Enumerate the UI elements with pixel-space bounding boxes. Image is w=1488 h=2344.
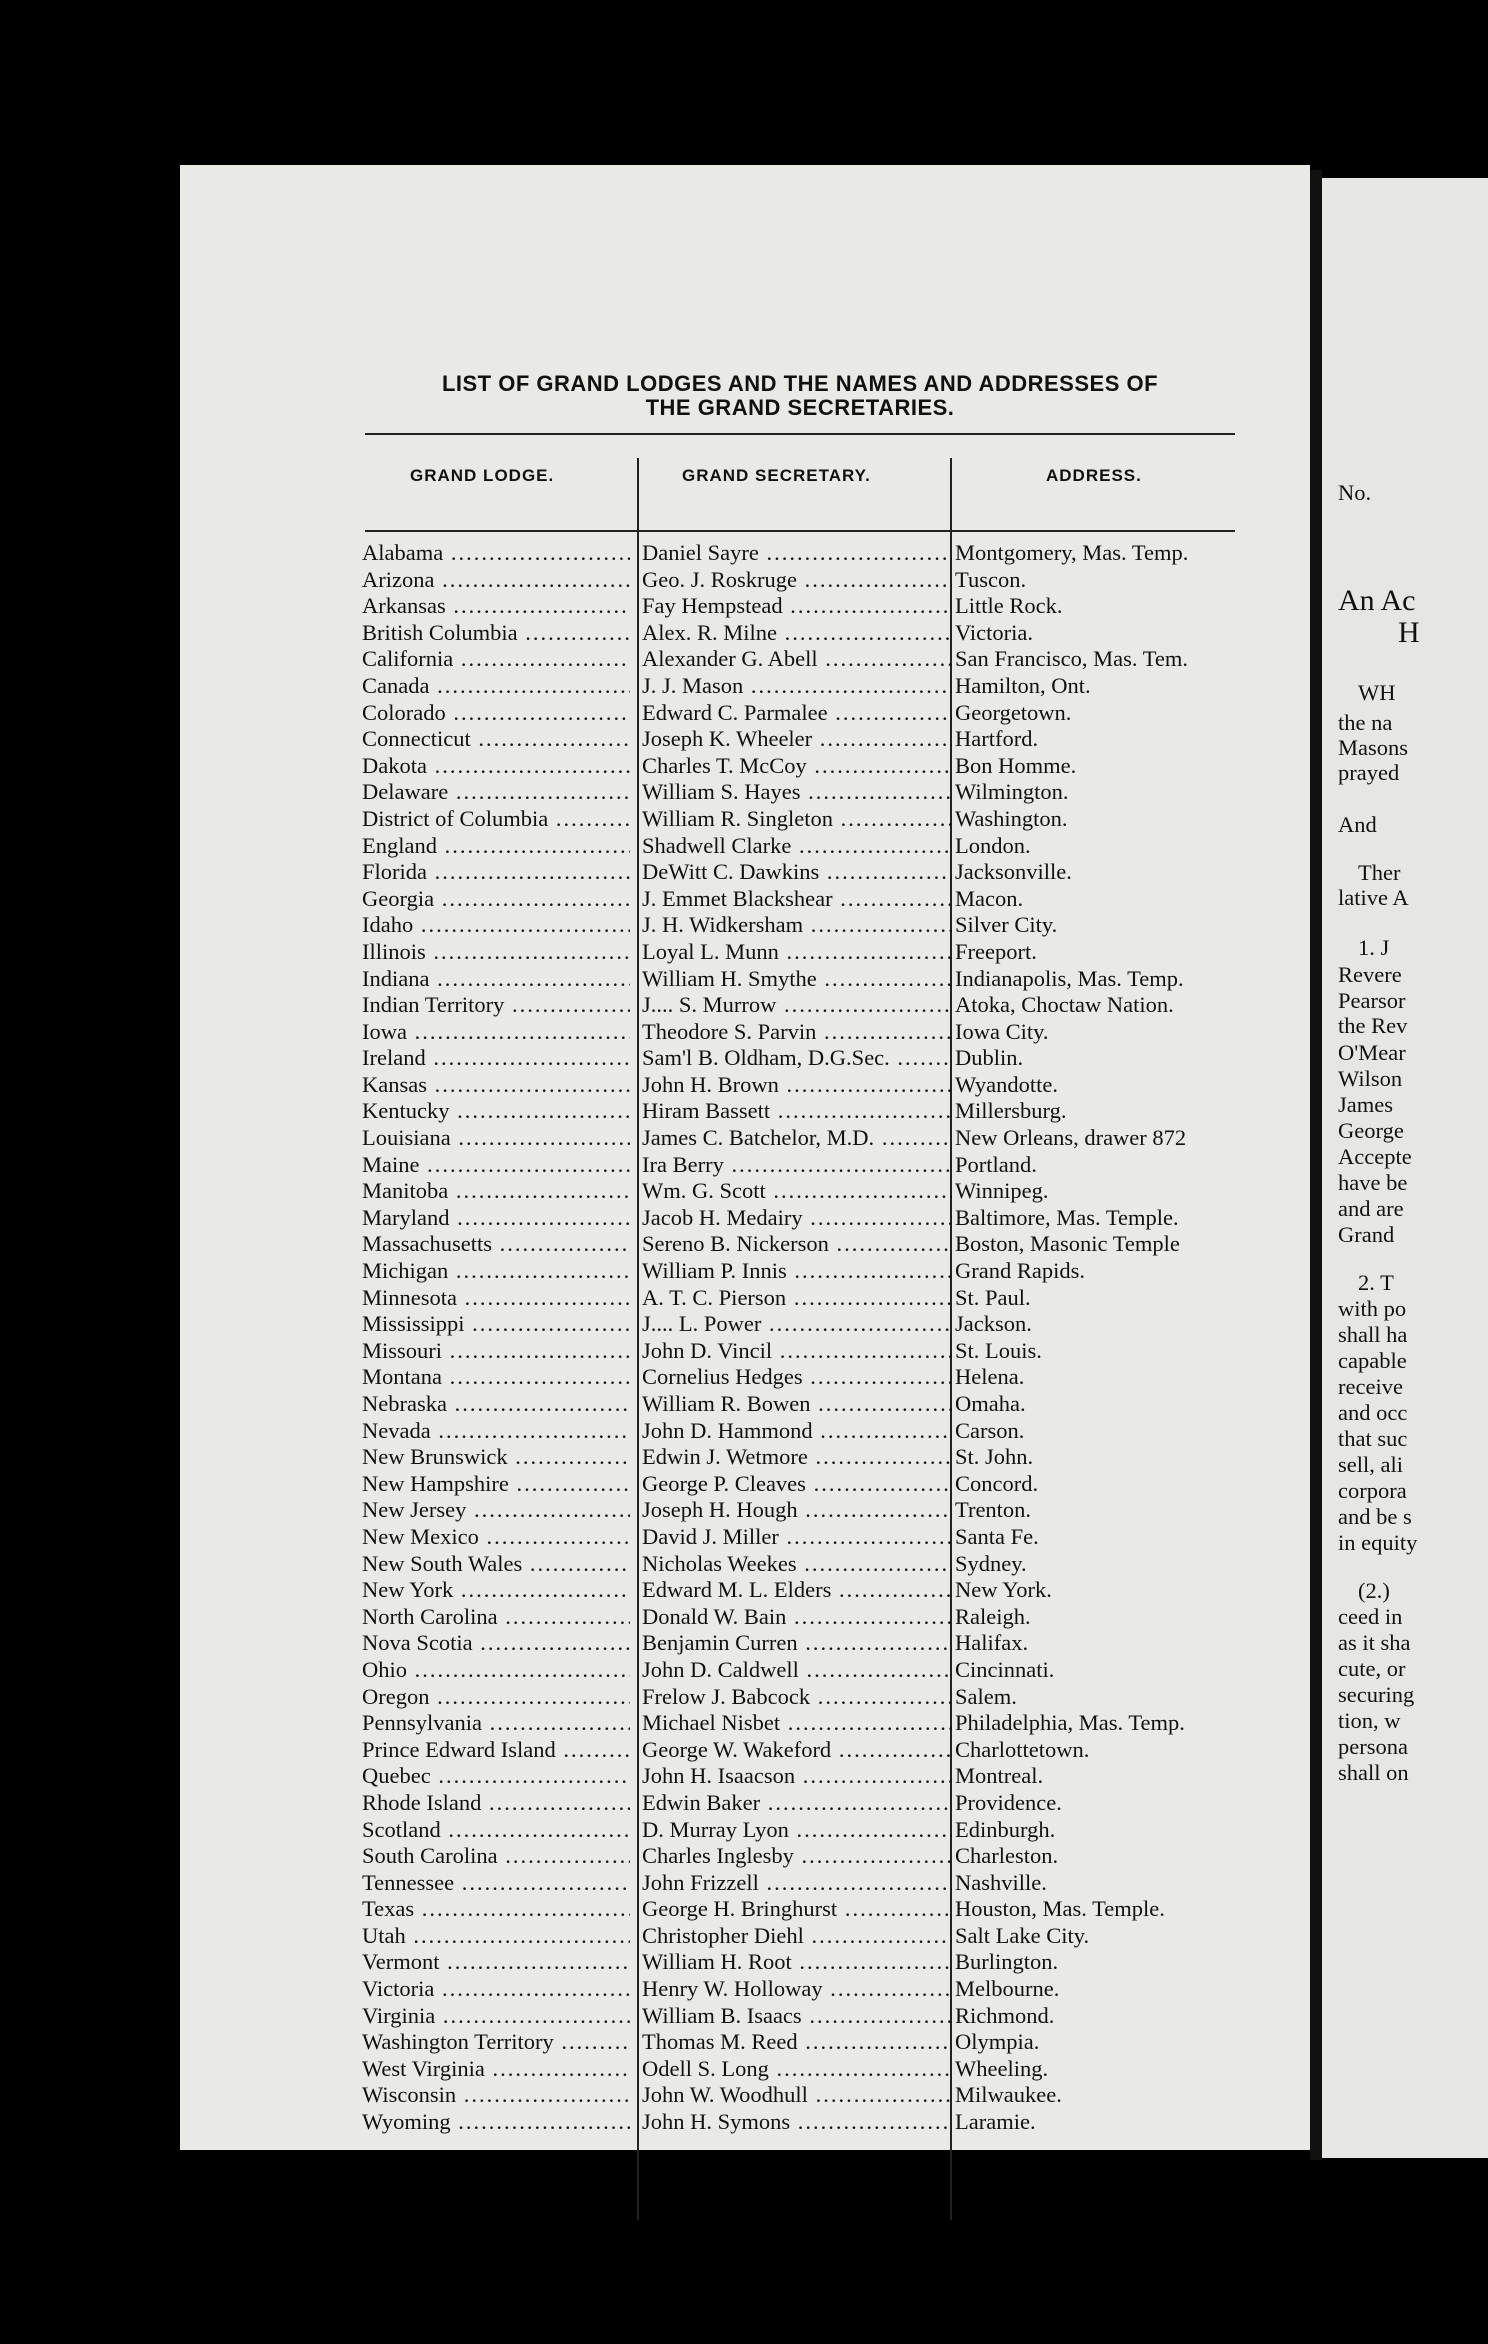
address-cell: Melbourne.: [955, 1976, 1060, 2002]
table-row: [362, 859, 1252, 886]
secretary-cell: Hiram Bassett .....: [642, 1098, 952, 1125]
table-row: [362, 1178, 1252, 1205]
lodge-cell: Nebraska .....: [362, 1391, 630, 1418]
facing-page-line: and are: [1338, 1196, 1404, 1221]
table-row: [362, 1843, 1252, 1870]
lodge-cell: Washington Territory .....: [362, 2029, 630, 2056]
lodge-cell: Kentucky .....: [362, 1098, 630, 1125]
address-cell: Concord.: [955, 1470, 1039, 1496]
table-row: [362, 1604, 1252, 1631]
lodge-cell: Illinois .....: [362, 939, 630, 966]
secretary-cell: George P. Cleaves .....: [642, 1471, 952, 1498]
col-head-address: ADDRESS.: [1046, 466, 1142, 485]
table-row: [362, 1125, 1252, 1152]
address-cell: Millersburg.: [955, 1098, 1067, 1124]
address-cell: St. John.: [955, 1444, 1034, 1470]
facing-page-line: Masons: [1338, 735, 1409, 760]
facing-page-line: ceed in: [1338, 1604, 1403, 1629]
secretary-cell: Henry W. Holloway .....: [642, 1976, 952, 2003]
facing-page: [1322, 178, 1488, 2158]
facing-page-line: that suc: [1338, 1426, 1408, 1451]
table-row: [362, 1524, 1252, 1551]
lodge-cell: North Carolina .....: [362, 1604, 630, 1631]
secretary-cell: George H. Bringhurst .....: [642, 1896, 952, 1923]
lodge-cell: Nova Scotia .....: [362, 1630, 630, 1657]
table-row: [362, 1072, 1252, 1099]
lodge-cell: Iowa .....: [362, 1019, 630, 1046]
address-cell: Richmond.: [955, 2002, 1055, 2028]
secretary-cell: Thomas M. Reed .....: [642, 2029, 952, 2056]
secretary-cell: John W. Woodhull .....: [642, 2082, 952, 2109]
address-cell: Winnipeg.: [955, 1178, 1049, 1204]
facing-page-line: Pearsor: [1338, 988, 1406, 1013]
address-cell: Salt Lake City.: [955, 1922, 1090, 1948]
lodge-cell: Maryland .....: [362, 1205, 630, 1232]
secretary-cell: Jacob H. Medairy .....: [642, 1205, 952, 1232]
facing-page-line: securing: [1338, 1682, 1415, 1707]
table-row: [362, 1285, 1252, 1312]
lodge-cell: Tennessee .....: [362, 1870, 630, 1897]
secretary-cell: J. J. Mason .....: [642, 673, 952, 700]
title-line-2: THE GRAND SECRETARIES.: [645, 395, 955, 420]
lodge-cell: New Mexico .....: [362, 1524, 630, 1551]
lodge-cell: South Carolina .....: [362, 1843, 630, 1870]
secretary-cell: Cornelius Hedges .....: [642, 1364, 952, 1391]
lodge-cell: Ohio .....: [362, 1657, 630, 1684]
lodge-cell: Colorado .....: [362, 700, 630, 727]
address-cell: Halifax.: [955, 1630, 1029, 1656]
address-cell: Iowa City.: [955, 1018, 1049, 1044]
secretary-cell: John H. Symons .....: [642, 2109, 952, 2136]
secretary-cell: George W. Wakeford .....: [642, 1737, 952, 1764]
secretary-cell: Frelow J. Babcock .....: [642, 1684, 952, 1711]
address-cell: Hamilton, Ont.: [955, 672, 1091, 698]
table-row: [362, 1152, 1252, 1179]
table-row: [362, 1471, 1252, 1498]
book-gutter: [1310, 170, 1322, 2160]
facing-page-line: James: [1338, 1092, 1393, 1117]
address-cell: Providence.: [955, 1789, 1062, 1815]
address-cell: Montreal.: [955, 1763, 1044, 1789]
secretary-cell: Michael Nisbet .....: [642, 1710, 952, 1737]
address-cell: Trenton.: [955, 1497, 1032, 1523]
lodge-cell: Canada .....: [362, 673, 630, 700]
lodge-cell: Indiana .....: [362, 966, 630, 993]
address-cell: Georgetown.: [955, 699, 1072, 725]
secretary-cell: Edward C. Parmalee .....: [642, 700, 952, 727]
lodge-cell: Georgia .....: [362, 886, 630, 913]
secretary-cell: Joseph K. Wheeler .....: [642, 726, 952, 753]
table-row: [362, 1896, 1252, 1923]
secretary-cell: William P. Innis .....: [642, 1258, 952, 1285]
address-cell: Atoka, Choctaw Nation.: [955, 992, 1174, 1018]
address-cell: Burlington.: [955, 1949, 1059, 1975]
lodge-cell: Missouri .....: [362, 1338, 630, 1365]
lodge-table: [362, 540, 1252, 2136]
table-row: [362, 1364, 1252, 1391]
lodge-cell: New Jersey .....: [362, 1497, 630, 1524]
lodge-cell: Kansas .....: [362, 1072, 630, 1099]
facing-page-line: shall on: [1338, 1760, 1409, 1785]
lodge-cell: Idaho .....: [362, 912, 630, 939]
address-cell: Nashville.: [955, 1869, 1047, 1895]
secretary-cell: Benjamin Curren .....: [642, 1630, 952, 1657]
lodge-cell: British Columbia .....: [362, 620, 630, 647]
facing-page-line: O'Mear: [1338, 1040, 1406, 1065]
address-cell: Wyandotte.: [955, 1071, 1058, 1097]
secretary-cell: William R. Singleton .....: [642, 806, 952, 833]
table-row: [362, 1258, 1252, 1285]
lodge-cell: Maine .....: [362, 1152, 630, 1179]
address-cell: Victoria.: [955, 619, 1033, 645]
address-cell: Washington.: [955, 805, 1068, 831]
table-row: [362, 673, 1252, 700]
address-cell: Houston, Mas. Temple.: [955, 1896, 1165, 1922]
table-row: [362, 886, 1252, 913]
facing-page-line: H: [1398, 616, 1420, 649]
table-row: [362, 2056, 1252, 2083]
table-row: [362, 1976, 1252, 2003]
table-row: [362, 2029, 1252, 2056]
address-cell: Wilmington.: [955, 779, 1069, 805]
lodge-cell: Minnesota .....: [362, 1285, 630, 1312]
lodge-cell: Quebec .....: [362, 1763, 630, 1790]
address-cell: Philadelphia, Mas. Temp.: [955, 1710, 1185, 1736]
title-line-1: LIST OF GRAND LODGES AND THE NAMES AND ADDRESSES OF: [441, 371, 1159, 396]
address-cell: Laramie.: [955, 2109, 1036, 2135]
address-cell: Baltimore, Mas. Temple.: [955, 1204, 1179, 1230]
secretary-cell: D. Murray Lyon .....: [642, 1817, 952, 1844]
lodge-cell: Oregon .....: [362, 1684, 630, 1711]
lodge-cell: Utah .....: [362, 1923, 630, 1950]
address-cell: San Francisco, Mas. Tem.: [955, 646, 1188, 672]
lodge-cell: Victoria .....: [362, 1976, 630, 2003]
table-row: [362, 1817, 1252, 1844]
address-cell: Carson.: [955, 1417, 1025, 1443]
table-row: [362, 567, 1252, 594]
secretary-cell: Fay Hempstead .....: [642, 593, 952, 620]
table-row: [362, 593, 1252, 620]
lodge-cell: Indian Territory .....: [362, 992, 630, 1019]
table-row: [362, 1045, 1252, 1072]
secretary-cell: Sam'l B. Oldham, D.G.Sec. .....: [642, 1045, 952, 1072]
lodge-cell: Delaware .....: [362, 779, 630, 806]
secretary-cell: Geo. J. Roskruge .....: [642, 567, 952, 594]
lodge-cell: Scotland .....: [362, 1817, 630, 1844]
facing-page-line: sell, ali: [1338, 1452, 1403, 1477]
secretary-cell: Edwin J. Wetmore .....: [642, 1444, 952, 1471]
secretary-cell: Wm. G. Scott .....: [642, 1178, 952, 1205]
page-title: [360, 372, 1240, 420]
lodge-cell: Virginia .....: [362, 2003, 630, 2030]
lodge-cell: Connecticut .....: [362, 726, 630, 753]
lodge-cell: Prince Edward Island .....: [362, 1737, 630, 1764]
address-cell: St. Paul.: [955, 1284, 1031, 1310]
secretary-cell: Shadwell Clarke .....: [642, 833, 952, 860]
lodge-cell: California .....: [362, 646, 630, 673]
lodge-cell: Ireland .....: [362, 1045, 630, 1072]
lodge-cell: Wisconsin .....: [362, 2082, 630, 2109]
address-cell: Wheeling.: [955, 2055, 1049, 2081]
table-row: [362, 1391, 1252, 1418]
address-cell: Milwaukee.: [955, 2082, 1062, 2108]
secretary-cell: J. H. Widkersham .....: [642, 912, 952, 939]
address-cell: Boston, Masonic Temple: [955, 1231, 1180, 1257]
header-rule: [365, 530, 1235, 532]
facing-page-line: prayed: [1338, 760, 1400, 785]
secretary-cell: Ira Berry .....: [642, 1152, 952, 1179]
facing-page-line: in equity: [1338, 1530, 1418, 1555]
facing-page-line: have be: [1338, 1170, 1408, 1195]
address-cell: Little Rock.: [955, 593, 1063, 619]
facing-page-line: shall ha: [1338, 1322, 1408, 1347]
secretary-cell: William R. Bowen .....: [642, 1391, 952, 1418]
facing-page-line: with po: [1338, 1296, 1407, 1321]
facing-page-line: capable: [1338, 1348, 1407, 1373]
facing-page-line: No.: [1338, 480, 1372, 505]
address-cell: Edinburgh.: [955, 1816, 1056, 1842]
secretary-cell: James C. Batchelor, M.D. .....: [642, 1125, 952, 1152]
table-row: [362, 726, 1252, 753]
col-head-secretary: GRAND SECRETARY.: [682, 466, 871, 485]
secretary-cell: John D. Vincil .....: [642, 1338, 952, 1365]
secretary-cell: William H. Smythe .....: [642, 966, 952, 993]
table-row: [362, 2003, 1252, 2030]
facing-page-line: Wilson: [1338, 1066, 1403, 1091]
table-row: [362, 1710, 1252, 1737]
secretary-cell: William S. Hayes .....: [642, 779, 952, 806]
secretary-cell: Joseph H. Hough .....: [642, 1497, 952, 1524]
lodge-cell: Alabama .....: [362, 540, 630, 567]
secretary-cell: Charles T. McCoy .....: [642, 753, 952, 780]
table-row: [362, 833, 1252, 860]
table-row: [362, 700, 1252, 727]
table-row: [362, 1311, 1252, 1338]
secretary-cell: J. Emmet Blackshear .....: [642, 886, 952, 913]
facing-page-line: tion, w: [1338, 1708, 1401, 1733]
table-row: [362, 1205, 1252, 1232]
lodge-cell: Nevada .....: [362, 1418, 630, 1445]
secretary-cell: DeWitt C. Dawkins .....: [642, 859, 952, 886]
secretary-cell: J.... L. Power .....: [642, 1311, 952, 1338]
table-row: [362, 806, 1252, 833]
facing-page-line: Ther: [1358, 860, 1401, 885]
address-cell: Portland.: [955, 1151, 1037, 1177]
table-row: [362, 1231, 1252, 1258]
secretary-cell: John Frizzell .....: [642, 1870, 952, 1897]
address-cell: Tuscon.: [955, 566, 1027, 592]
address-cell: Raleigh.: [955, 1603, 1031, 1629]
lodge-cell: District of Columbia .....: [362, 806, 630, 833]
facing-page-line: lative A: [1338, 885, 1409, 910]
secretary-cell: John D. Hammond .....: [642, 1418, 952, 1445]
table-row: [362, 1684, 1252, 1711]
lodge-cell: England .....: [362, 833, 630, 860]
address-cell: Sydney.: [955, 1550, 1027, 1576]
address-cell: Salem.: [955, 1683, 1017, 1709]
address-cell: Grand Rapids.: [955, 1258, 1085, 1284]
secretary-cell: Sereno B. Nickerson .....: [642, 1231, 952, 1258]
secretary-cell: Alexander G. Abell .....: [642, 646, 952, 673]
lodge-cell: Manitoba .....: [362, 1178, 630, 1205]
facing-page-line: 2. T: [1358, 1270, 1394, 1295]
table-row: [362, 1870, 1252, 1897]
secretary-cell: A. T. C. Pierson .....: [642, 1285, 952, 1312]
lodge-cell: Dakota .....: [362, 753, 630, 780]
table-row: [362, 1338, 1252, 1365]
facing-page-line: and occ: [1338, 1400, 1408, 1425]
address-cell: Helena.: [955, 1364, 1025, 1390]
secretary-cell: Christopher Diehl .....: [642, 1923, 952, 1950]
address-cell: Montgomery, Mas. Temp.: [955, 540, 1189, 565]
table-row: [362, 992, 1252, 1019]
table-row: [362, 912, 1252, 939]
secretary-cell: Edward M. L. Elders .....: [642, 1577, 952, 1604]
address-cell: St. Louis.: [955, 1337, 1042, 1363]
secretary-cell: Daniel Sayre .....: [642, 540, 952, 567]
lodge-cell: Wyoming .....: [362, 2109, 630, 2136]
table-row: [362, 1497, 1252, 1524]
table-row: [362, 1790, 1252, 1817]
facing-page-line: cute, or: [1338, 1656, 1406, 1681]
table-row: [362, 1949, 1252, 1976]
secretary-cell: John H. Brown .....: [642, 1072, 952, 1099]
address-cell: Santa Fe.: [955, 1523, 1039, 1549]
address-cell: Cincinnati.: [955, 1656, 1055, 1682]
lodge-cell: Montana .....: [362, 1364, 630, 1391]
secretary-cell: John D. Caldwell .....: [642, 1657, 952, 1684]
secretary-cell: Edwin Baker .....: [642, 1790, 952, 1817]
address-cell: Bon Homme.: [955, 752, 1077, 778]
facing-page-line: And: [1338, 812, 1377, 837]
address-cell: Silver City.: [955, 912, 1058, 938]
facing-page-line: receive: [1338, 1374, 1403, 1399]
facing-page-line: Grand: [1338, 1222, 1395, 1247]
address-cell: Hartford.: [955, 726, 1039, 752]
secretary-cell: William H. Root .....: [642, 1949, 952, 1976]
address-cell: Charlottetown.: [955, 1736, 1090, 1762]
address-cell: Omaha.: [955, 1391, 1026, 1416]
facing-page-line: An Ac: [1338, 584, 1416, 617]
table-row: [362, 1098, 1252, 1125]
table-row: [362, 779, 1252, 806]
table-row: [362, 1418, 1252, 1445]
secretary-cell: David J. Miller .....: [642, 1524, 952, 1551]
secretary-cell: Loyal L. Munn .....: [642, 939, 952, 966]
table-row: [362, 1657, 1252, 1684]
address-cell: London.: [955, 832, 1031, 858]
address-cell: Macon.: [955, 885, 1024, 911]
table-row: [362, 1444, 1252, 1471]
facing-page-line: the Rev: [1338, 1013, 1408, 1038]
address-cell: Jacksonville.: [955, 859, 1072, 885]
address-cell: Charleston.: [955, 1843, 1059, 1869]
lodge-cell: New Brunswick .....: [362, 1444, 630, 1471]
address-cell: Freeport.: [955, 938, 1037, 964]
table-row: [362, 1551, 1252, 1578]
table-row: [362, 2082, 1252, 2109]
lodge-cell: Michigan .....: [362, 1258, 630, 1285]
address-cell: Olympia.: [955, 2029, 1040, 2055]
lodge-cell: Louisiana .....: [362, 1125, 630, 1152]
lodge-cell: West Virginia .....: [362, 2056, 630, 2083]
facing-page-line: and be s: [1338, 1504, 1412, 1529]
facing-page-line: corpora: [1338, 1478, 1407, 1503]
address-cell: New Orleans, drawer 872: [955, 1125, 1187, 1151]
facing-page-line: the na: [1338, 710, 1393, 735]
table-row: [362, 966, 1252, 993]
col-head-lodge: GRAND LODGE.: [410, 466, 555, 485]
table-row: [362, 753, 1252, 780]
secretary-cell: Alex. R. Milne .....: [642, 620, 952, 647]
facing-page-line: George: [1338, 1118, 1404, 1143]
secretary-cell: J.... S. Murrow .....: [642, 992, 952, 1019]
table-row: [362, 620, 1252, 647]
lodge-cell: New York .....: [362, 1577, 630, 1604]
lodge-cell: Arkansas .....: [362, 593, 630, 620]
lodge-cell: Arizona .....: [362, 567, 630, 594]
lodge-cell: Texas .....: [362, 1896, 630, 1923]
table-row: [362, 646, 1252, 673]
secretary-cell: John H. Isaacson .....: [642, 1763, 952, 1790]
lodge-cell: Mississippi .....: [362, 1311, 630, 1338]
secretary-cell: Theodore S. Parvin .....: [642, 1019, 952, 1046]
table-row: [362, 1577, 1252, 1604]
lodge-cell: New Hampshire .....: [362, 1471, 630, 1498]
lodge-cell: Massachusetts .....: [362, 1231, 630, 1258]
address-cell: Indianapolis, Mas. Temp.: [955, 965, 1184, 991]
table-row: [362, 939, 1252, 966]
facing-page-line: Accepte: [1338, 1144, 1412, 1169]
facing-page-line: WH: [1358, 680, 1396, 705]
secretary-cell: William B. Isaacs .....: [642, 2003, 952, 2030]
secretary-cell: Donald W. Bain .....: [642, 1604, 952, 1631]
facing-page-line: persona: [1338, 1734, 1408, 1759]
facing-page-line: as it sha: [1338, 1630, 1411, 1655]
facing-page-line: (2.): [1358, 1578, 1390, 1603]
table-row: [362, 1923, 1252, 1950]
lodge-cell: Vermont .....: [362, 1949, 630, 1976]
address-cell: Dublin.: [955, 1045, 1024, 1071]
facing-page-line: Revere: [1338, 962, 1402, 987]
table-row: [362, 1737, 1252, 1764]
secretary-cell: Charles Inglesby .....: [642, 1843, 952, 1870]
table-row: [362, 540, 1252, 567]
table-row: [362, 2109, 1252, 2136]
address-cell: Jackson.: [955, 1311, 1032, 1337]
table-row: [362, 1763, 1252, 1790]
title-rule: [365, 433, 1235, 435]
lodge-cell: New South Wales .....: [362, 1551, 630, 1578]
lodge-cell: Rhode Island .....: [362, 1790, 630, 1817]
address-cell: New York.: [955, 1577, 1052, 1603]
facing-page-line: 1. J: [1358, 935, 1390, 960]
secretary-cell: Odell S. Long .....: [642, 2056, 952, 2083]
table-row: [362, 1019, 1252, 1046]
table-row: [362, 1630, 1252, 1657]
secretary-cell: Nicholas Weekes .....: [642, 1551, 952, 1578]
lodge-cell: Florida .....: [362, 859, 630, 886]
lodge-cell: Pennsylvania .....: [362, 1710, 630, 1737]
